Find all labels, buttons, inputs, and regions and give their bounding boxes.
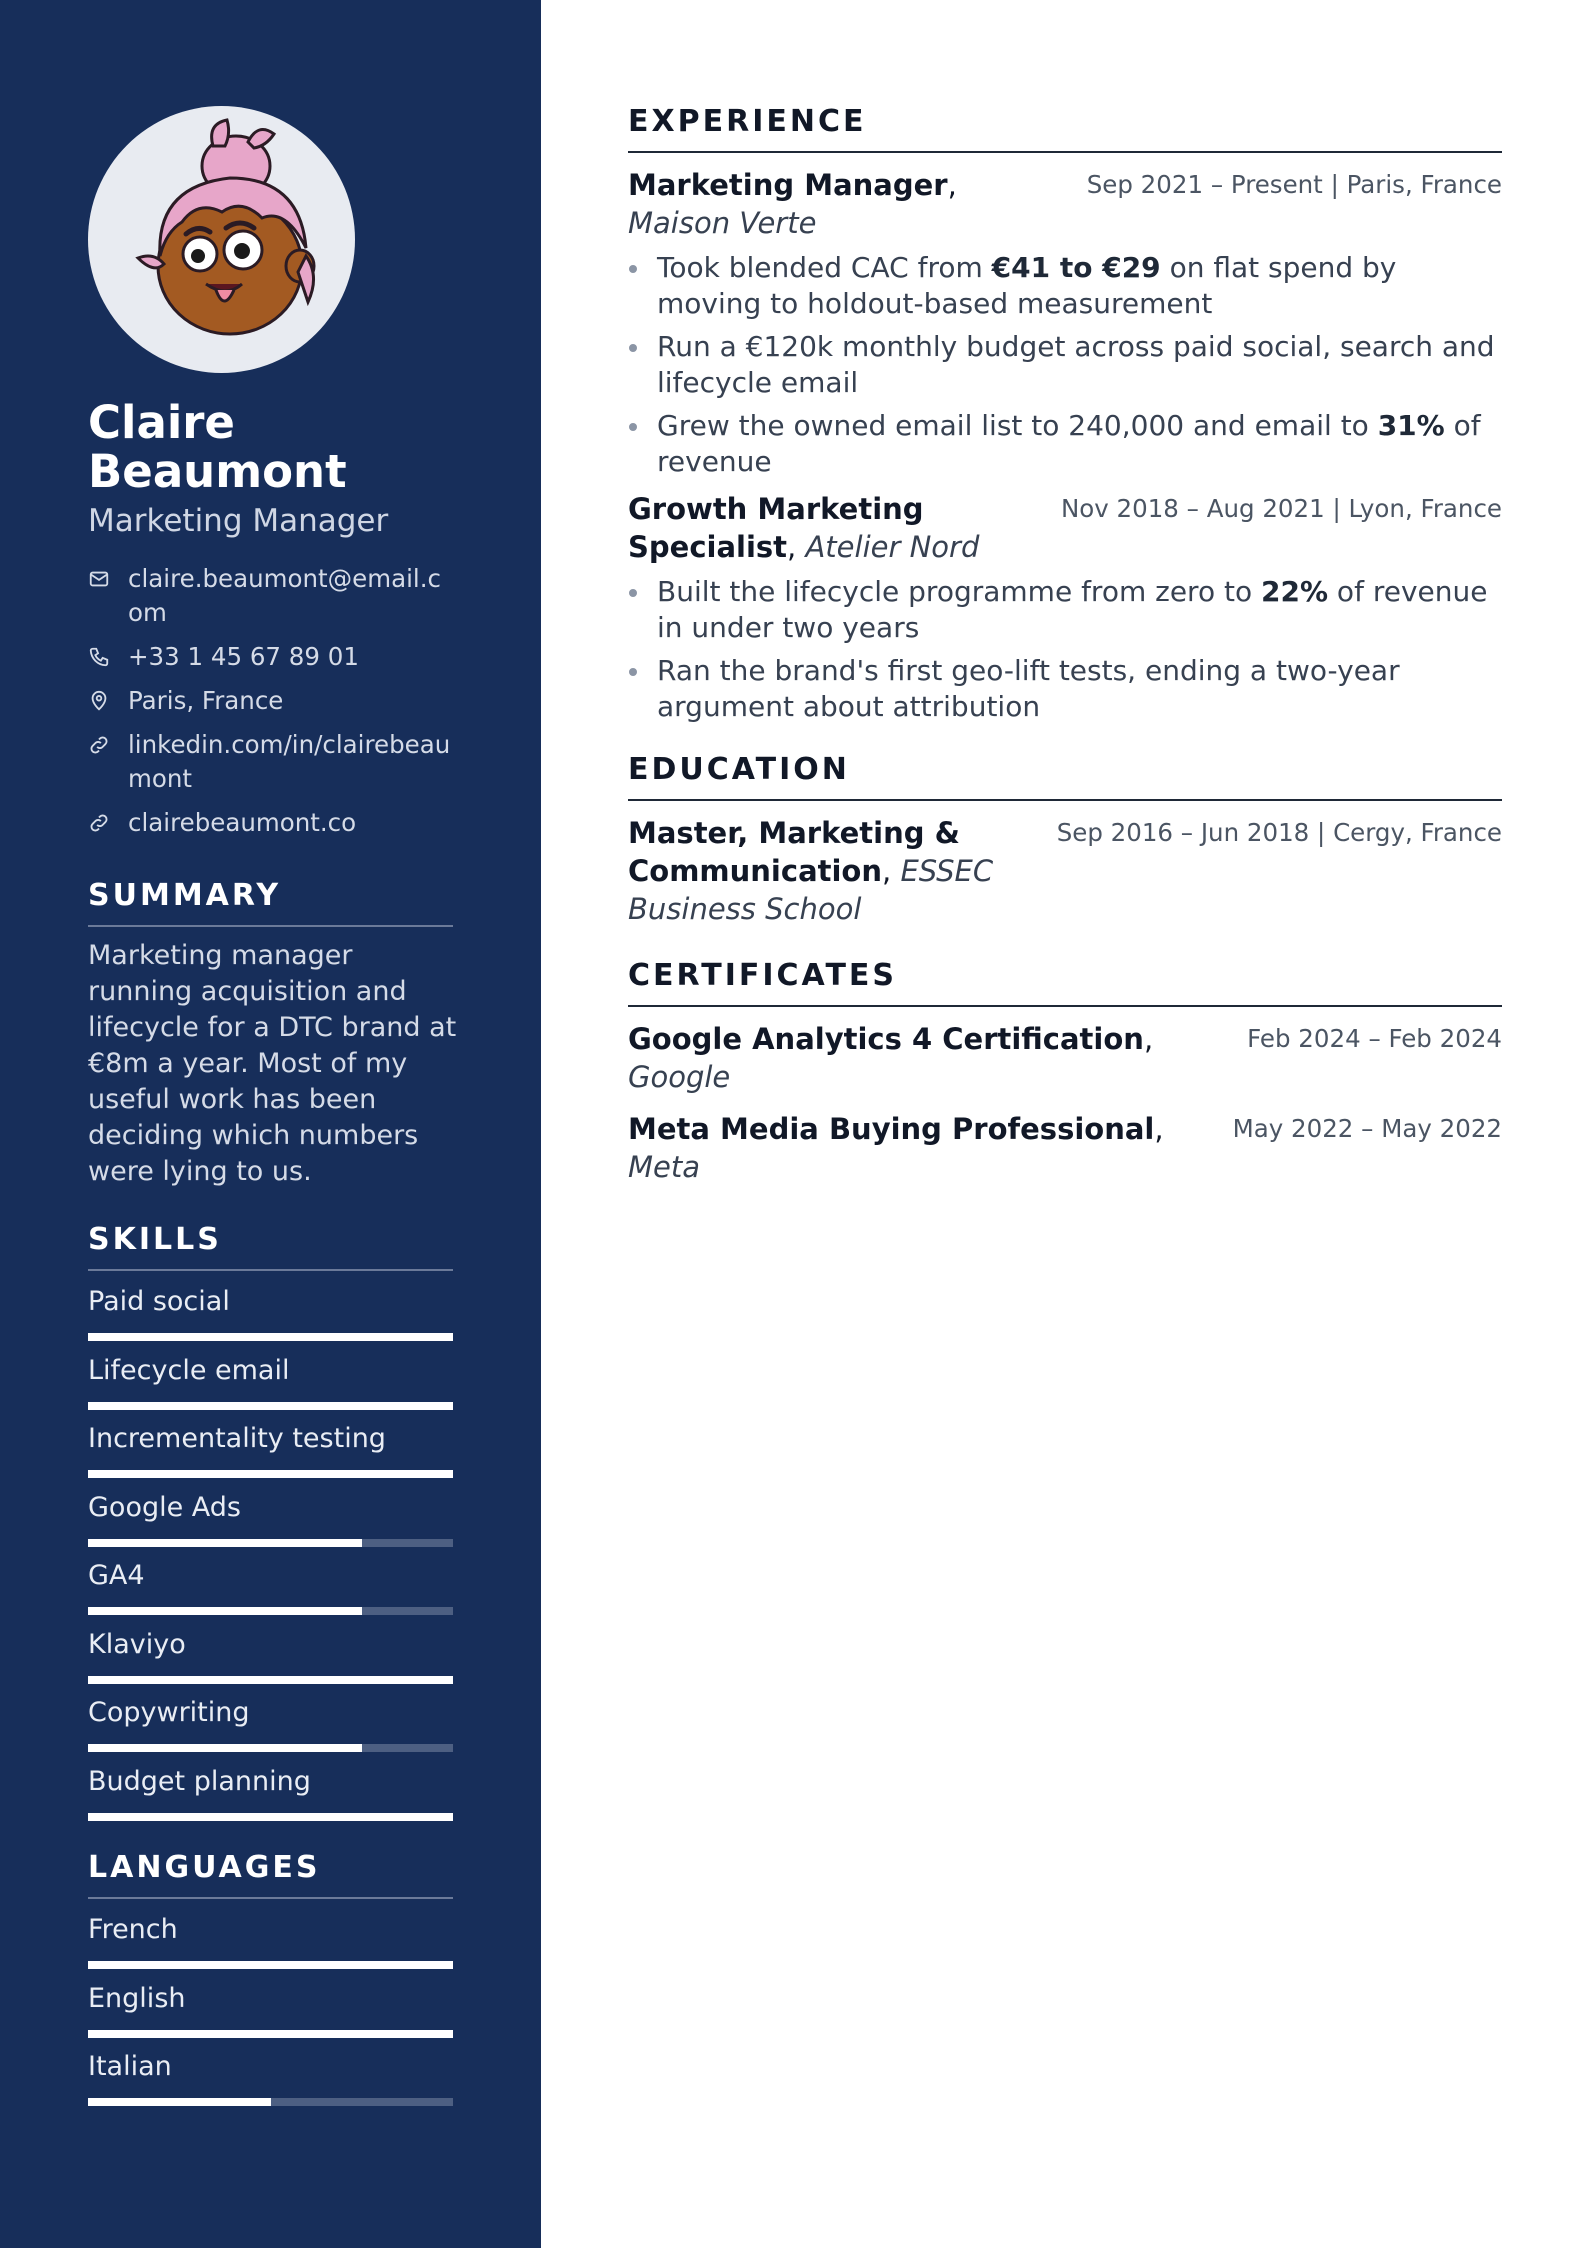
proficiency-label: English xyxy=(88,1982,186,2014)
proficiency-item xyxy=(88,1913,453,1982)
proficiency-item xyxy=(88,1354,453,1423)
proficiency-bar xyxy=(88,1470,453,1478)
certificate-meta: Feb 2024 – Feb 2024 xyxy=(1247,1024,1502,1053)
proficiency-label: Incrementality testing xyxy=(88,1423,386,1454)
proficiency-label: French xyxy=(88,1914,178,1945)
contact-location xyxy=(88,684,454,718)
education-heading: EDUCATION xyxy=(628,752,1502,801)
certificate-entry xyxy=(628,1110,1502,1186)
proficiency-bar-fill xyxy=(88,2098,271,2106)
proficiency-label: Paid social xyxy=(88,1286,230,1317)
job-bullet: Took blended CAC from €41 to €29 on flat spend by moving to holdout-based measurement xyxy=(628,250,1502,322)
job-bullet: Run a €120k monthly budget across paid social, search and lifecycle email xyxy=(628,329,1502,401)
proficiency-bar xyxy=(88,1607,453,1615)
proficiency-bar-fill xyxy=(88,1961,453,1969)
contact-phone-text: +33 1 45 67 89 01 xyxy=(128,642,359,671)
job-title: Growth Marketing Specialist, Atelier Nord xyxy=(628,492,980,564)
proficiency-bar-fill xyxy=(88,1607,362,1615)
avatar xyxy=(88,106,355,373)
skills-heading: SKILLS xyxy=(88,1222,453,1271)
proficiency-bar xyxy=(88,1676,453,1684)
contact-list xyxy=(88,562,454,850)
contact-email[interactable] xyxy=(88,562,454,630)
proficiency-bar xyxy=(88,1402,453,1410)
certificate-entry xyxy=(628,1020,1502,1096)
contact-linkedin-text: linkedin.com/in/clairebeaumont xyxy=(128,730,451,793)
proficiency-bar-fill xyxy=(88,2030,453,2038)
contact-website-text: clairebeaumont.co xyxy=(128,808,357,837)
proficiency-bar xyxy=(88,1744,453,1752)
proficiency-bar-fill xyxy=(88,1744,362,1752)
certificate-title: Google Analytics 4 Certification, Google xyxy=(628,1022,1154,1094)
certificate-title: Meta Media Buying Professional, Meta xyxy=(628,1112,1164,1184)
certificates-heading: CERTIFICATES xyxy=(628,958,1502,1007)
job-title: Marketing Manager, Maison Verte xyxy=(628,168,957,240)
candidate-name: Claire Beaumont xyxy=(88,396,347,498)
experience-heading: EXPERIENCE xyxy=(628,104,1502,153)
proficiency-label: Italian xyxy=(88,2051,172,2082)
proficiency-item xyxy=(88,1491,453,1560)
contact-email-text: claire.beaumont@email.com xyxy=(128,564,441,627)
contact-location-text: Paris, France xyxy=(128,686,284,715)
proficiency-bar xyxy=(88,2098,453,2106)
proficiency-bar xyxy=(88,2030,453,2038)
proficiency-label: Copywriting xyxy=(88,1697,250,1728)
proficiency-label: Lifecycle email xyxy=(88,1354,290,1386)
proficiency-bar xyxy=(88,1539,453,1547)
proficiency-bar-fill xyxy=(88,1333,453,1341)
proficiency-item xyxy=(88,1628,453,1697)
summary-text: Marketing manager running acquisition and lifecycle for a DTC brand at €8m a year. Most of my useful work has been deciding which numbers were lying to us. xyxy=(88,940,457,1187)
proficiency-label: Budget planning xyxy=(88,1765,311,1797)
proficiency-bar-fill xyxy=(88,1470,453,1478)
education-entry xyxy=(628,814,1502,928)
sidebar xyxy=(0,0,541,2248)
proficiency-label: GA4 xyxy=(88,1560,145,1591)
job-bullets xyxy=(628,574,1502,725)
job-meta: Nov 2018 – Aug 2021 | Lyon, France xyxy=(1060,494,1502,523)
proficiency-item xyxy=(88,2050,453,2119)
mail-icon xyxy=(88,562,128,596)
languages-heading: LANGUAGES xyxy=(88,1850,453,1899)
proficiency-label: Klaviyo xyxy=(88,1628,186,1660)
job-entry xyxy=(628,490,1502,732)
job-bullet: Built the lifecycle programme from zero to 22% of revenue in under two years xyxy=(628,574,1502,646)
job-meta: Sep 2021 – Present | Paris, France xyxy=(1086,170,1502,199)
contact-phone[interactable] xyxy=(88,640,454,674)
proficiency-bar xyxy=(88,1813,453,1821)
proficiency-bar-fill xyxy=(88,1676,453,1684)
proficiency-item xyxy=(88,1696,453,1765)
proficiency-bar-fill xyxy=(88,1539,362,1547)
job-bullet: Ran the brand's first geo-lift tests, ending a two-year argument about attribution xyxy=(628,653,1502,725)
location-pin-icon xyxy=(88,684,128,718)
cartoon-avatar-illustration xyxy=(88,106,355,373)
job-bullets xyxy=(628,250,1502,480)
contact-website[interactable] xyxy=(88,806,454,840)
proficiency-bar xyxy=(88,1333,453,1341)
skills-list xyxy=(88,1285,453,1833)
job-bullet: Grew the owned email list to 240,000 and email to 31% of revenue xyxy=(628,408,1502,480)
link-icon xyxy=(88,806,128,840)
candidate-role: Marketing Manager xyxy=(88,503,389,539)
phone-icon xyxy=(88,640,128,674)
languages-list xyxy=(88,1913,453,2119)
proficiency-bar-fill xyxy=(88,1402,453,1410)
education-meta: Sep 2016 – Jun 2018 | Cergy, France xyxy=(1056,818,1502,847)
proficiency-label: Google Ads xyxy=(88,1491,241,1523)
job-entry xyxy=(628,166,1502,487)
proficiency-item xyxy=(88,1559,453,1628)
certificate-meta: May 2022 – May 2022 xyxy=(1232,1114,1502,1143)
education-title: Master, Marketing & Communication, ESSEC Business School xyxy=(628,816,994,926)
link-icon xyxy=(88,728,128,762)
proficiency-bar-fill xyxy=(88,1813,453,1821)
proficiency-item xyxy=(88,1422,453,1491)
summary-heading: SUMMARY xyxy=(88,878,453,927)
proficiency-item xyxy=(88,1982,453,2051)
proficiency-bar xyxy=(88,1961,453,1969)
contact-linkedin[interactable] xyxy=(88,728,454,796)
proficiency-item xyxy=(88,1765,453,1834)
proficiency-item xyxy=(88,1285,453,1354)
